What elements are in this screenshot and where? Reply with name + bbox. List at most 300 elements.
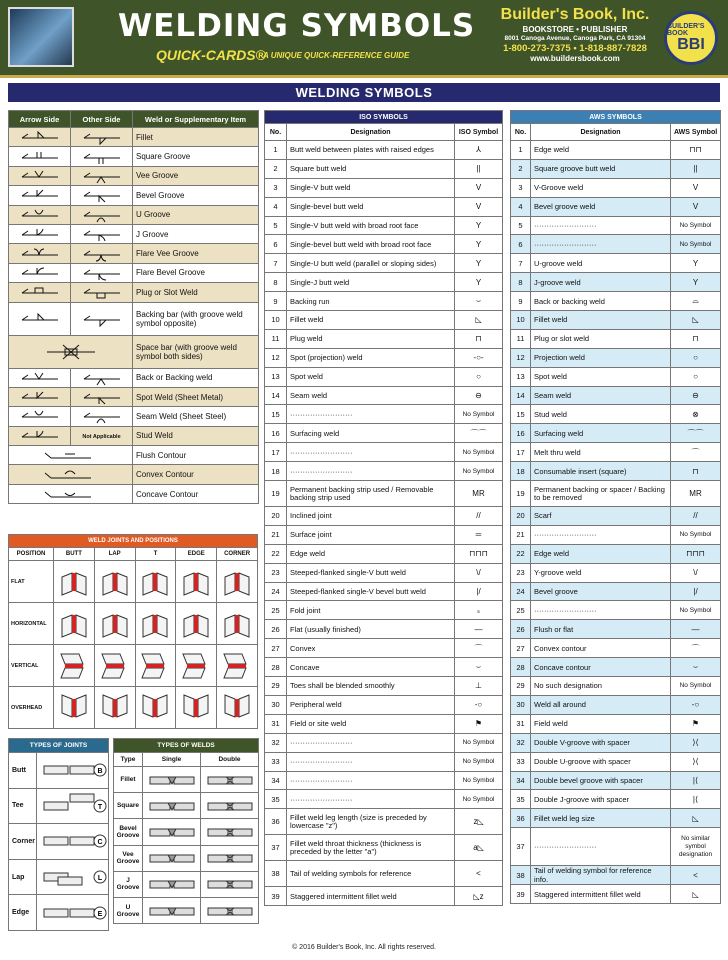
arrow-side-symbol: [9, 426, 71, 445]
iso-designation: Fillet weld throat thickness (thickness is preceded by the letter "a"): [287, 835, 455, 861]
aws-symbol: <: [671, 866, 721, 885]
aws-row: [511, 544, 721, 563]
supplementary-label: Flush Contour: [133, 446, 259, 465]
iso-symbol: ⊥: [455, 677, 503, 696]
supplementary-label: Fillet: [133, 128, 259, 147]
aws-col-no: No.: [511, 124, 531, 141]
aws-row: [511, 714, 721, 733]
aws-designation: ·························: [531, 525, 671, 544]
iso-designation: Permanent backing strip used / Removable backing strip used: [287, 481, 455, 507]
weld-double-illustration: [201, 793, 259, 819]
iso-col-symbol: ISO Symbol: [455, 124, 503, 141]
aws-row: [511, 658, 721, 677]
position-row: [9, 561, 258, 603]
aws-row: [511, 348, 721, 367]
aws-number: 29: [511, 677, 531, 696]
aws-row: [511, 329, 721, 348]
iso-row: [265, 159, 503, 178]
arrow-side-symbol: [9, 407, 71, 426]
iso-designation: ·························: [287, 443, 455, 462]
wj-col-lap: LAP: [94, 548, 135, 561]
aws-row: [511, 367, 721, 386]
iso-symbol: V: [455, 197, 503, 216]
publisher-web: www.buildersbook.com: [530, 54, 620, 63]
joint-illustration: [135, 561, 176, 603]
aws-col-designation: Designation: [531, 124, 671, 141]
aws-row: [511, 733, 721, 752]
aws-number: 21: [511, 525, 531, 544]
iso-symbol: ⌣: [455, 658, 503, 677]
weld-single-illustration: [143, 845, 201, 871]
page-title: WELDING SYMBOLS: [118, 8, 476, 44]
iso-row: [265, 620, 503, 639]
iso-symbol: ⌒: [455, 639, 503, 658]
joint-type-label: Tee: [9, 788, 37, 824]
aws-designation: Edge weld: [531, 141, 671, 160]
tw-col-double: Double: [201, 753, 259, 767]
weld-single-illustration: [143, 897, 201, 923]
supplementary-label: Concave Contour: [133, 484, 259, 503]
aws-row: [511, 197, 721, 216]
iso-symbol: z◺: [455, 809, 503, 835]
iso-row: [265, 835, 503, 861]
arrow-side-symbol: [9, 302, 71, 335]
aws-symbol: ⌣: [671, 658, 721, 677]
aws-symbol: -○: [671, 695, 721, 714]
iso-symbol: ⊓⊓⊓: [455, 544, 503, 563]
iso-symbol: No Symbol: [455, 752, 503, 771]
aws-number: 31: [511, 714, 531, 733]
contour-symbol-cell: [9, 484, 133, 503]
joint-illustration: [217, 645, 258, 687]
aws-number: 28: [511, 658, 531, 677]
aws-row: [511, 790, 721, 809]
aws-number: 10: [511, 311, 531, 330]
iso-row: [265, 367, 503, 386]
supplementary-row: [9, 335, 259, 368]
aws-number: 4: [511, 197, 531, 216]
contour-symbol-cell: [9, 446, 133, 465]
joint-badge: B: [97, 768, 103, 776]
aws-number: 1: [511, 141, 531, 160]
joint-type-label: Corner: [9, 824, 37, 860]
weld-type-row: [114, 793, 259, 819]
publisher-name: Builder's Book, Inc.: [500, 6, 650, 23]
aws-designation: Field weld: [531, 714, 671, 733]
iso-number: 31: [265, 714, 287, 733]
col-weld-item: Weld or Supplementary Item: [133, 111, 259, 128]
joint-illustration: [135, 603, 176, 645]
weld-single-illustration: [143, 767, 201, 793]
aws-number: 15: [511, 405, 531, 424]
aws-number: 34: [511, 771, 531, 790]
weld-double-illustration: [201, 819, 259, 845]
supplementary-row: [9, 446, 259, 465]
aws-number: 36: [511, 809, 531, 828]
weld-single-illustration: [143, 793, 201, 819]
weld-type-row: [114, 819, 259, 845]
joint-illustration: [94, 645, 135, 687]
aws-symbol: No Symbol: [671, 235, 721, 254]
aws-row: [511, 866, 721, 885]
iso-designation: Single-J butt weld: [287, 273, 455, 292]
iso-row: [265, 563, 503, 582]
iso-number: 34: [265, 771, 287, 790]
weld-type-label: J Groove: [114, 871, 143, 897]
iso-symbol: ⌣: [455, 292, 503, 311]
supplementary-row: [9, 465, 259, 484]
other-side-symbol: [71, 263, 133, 282]
aws-designation: Scarf: [531, 507, 671, 526]
aws-number: 8: [511, 273, 531, 292]
aws-row: [511, 292, 721, 311]
joint-illustration: [94, 561, 135, 603]
joints-title: TYPES OF JOINTS: [9, 739, 109, 753]
other-side-symbol: [71, 224, 133, 243]
iso-number: 28: [265, 658, 287, 677]
iso-symbol: -○-: [455, 348, 503, 367]
quick-cards-label: QUICK-CARDS®: [156, 47, 266, 63]
iso-row: [265, 695, 503, 714]
joint-type-label: Lap: [9, 859, 37, 895]
supplementary-label: Space bar (with groove weld symbol both sides): [133, 335, 259, 368]
iso-symbol: No Symbol: [455, 771, 503, 790]
iso-number: 33: [265, 752, 287, 771]
aws-symbol: \/: [671, 563, 721, 582]
iso-designation: Fold joint: [287, 601, 455, 620]
iso-row: [265, 887, 503, 906]
aws-row: [511, 273, 721, 292]
iso-number: 25: [265, 601, 287, 620]
iso-symbol: \/: [455, 563, 503, 582]
joint-illustration: [176, 687, 217, 729]
aws-designation: ·························: [531, 235, 671, 254]
aws-designation: Convex contour: [531, 639, 671, 658]
iso-row: [265, 254, 503, 273]
iso-designation: Spot (projection) weld: [287, 348, 455, 367]
aws-number: 32: [511, 733, 531, 752]
aws-symbol: ⌓: [671, 292, 721, 311]
seal-big-text: BBI: [677, 36, 705, 53]
joint-illustration: [94, 687, 135, 729]
iso-number: 4: [265, 197, 287, 216]
welder-photo: [8, 7, 74, 67]
iso-number: 1: [265, 141, 287, 160]
joint-type-label: Butt: [9, 753, 37, 789]
aws-number: 26: [511, 620, 531, 639]
aws-symbol: ⟩⟨: [671, 752, 721, 771]
supplementary-row: [9, 244, 259, 263]
iso-designation: Single-V butt weld with broad root face: [287, 216, 455, 235]
iso-row: [265, 443, 503, 462]
joint-type-row: [9, 824, 109, 860]
wj-col-position: POSITION: [9, 548, 54, 561]
iso-designation: Surface joint: [287, 525, 455, 544]
iso-designation: Flat (usually finished): [287, 620, 455, 639]
iso-symbol: //: [455, 507, 503, 526]
aws-number: 2: [511, 159, 531, 178]
iso-title: ISO SYMBOLS: [265, 111, 503, 124]
aws-symbol: ⊓⊓: [671, 141, 721, 160]
position-row: [9, 603, 258, 645]
iso-number: 20: [265, 507, 287, 526]
wj-col-edge: EDGE: [176, 548, 217, 561]
supplementary-label: Flare Vee Groove: [133, 244, 259, 263]
supplementary-row: [9, 186, 259, 205]
iso-number: 39: [265, 887, 287, 906]
weld-type-label: U Groove: [114, 897, 143, 923]
aws-row: [511, 141, 721, 160]
iso-symbol: Y: [455, 254, 503, 273]
iso-number: 15: [265, 405, 287, 424]
aws-number: 18: [511, 462, 531, 481]
joint-type-row: [9, 788, 109, 824]
aws-symbol: ⊓: [671, 462, 721, 481]
iso-designation: Surfacing weld: [287, 424, 455, 443]
aws-designation: V-Groove weld: [531, 178, 671, 197]
aws-designation: ·························: [531, 601, 671, 620]
joint-badge: C: [97, 839, 103, 847]
joint-illustration: [135, 687, 176, 729]
iso-symbol: ⊖: [455, 386, 503, 405]
joint-badge: T: [97, 803, 103, 811]
other-side-symbol: [71, 128, 133, 147]
joint-illustration: [217, 687, 258, 729]
aws-symbol: ⌒: [671, 639, 721, 658]
iso-designation: Single-bevel butt weld with broad root face: [287, 235, 455, 254]
aws-row: [511, 235, 721, 254]
other-side-symbol: [71, 426, 133, 445]
iso-designation: Concave: [287, 658, 455, 677]
aws-symbol: //: [671, 507, 721, 526]
other-side-symbol: [71, 186, 133, 205]
iso-row: [265, 525, 503, 544]
iso-number: 17: [265, 443, 287, 462]
aws-designation: Flush or flat: [531, 620, 671, 639]
tw-col-type: Type: [114, 753, 143, 767]
iso-number: 32: [265, 733, 287, 752]
aws-symbol: No Symbol: [671, 216, 721, 235]
aws-designation: Projection weld: [531, 348, 671, 367]
supplementary-label: Convex Contour: [133, 465, 259, 484]
arrow-side-symbol: [9, 368, 71, 387]
joint-type-row: [9, 753, 109, 789]
aws-designation: Concave contour: [531, 658, 671, 677]
supplementary-row: [9, 147, 259, 166]
aws-row: [511, 582, 721, 601]
iso-designation: Single-U butt weld (parallel or sloping sides): [287, 254, 455, 273]
iso-designation: Square butt weld: [287, 159, 455, 178]
joint-illustration: [217, 561, 258, 603]
aws-number: 11: [511, 329, 531, 348]
joint-illustration: [217, 603, 258, 645]
aws-row: [511, 507, 721, 526]
header-bar: [0, 0, 728, 78]
weld-type-row: [114, 871, 259, 897]
position-label: VERTICAL: [9, 645, 54, 687]
iso-symbol: |/: [455, 582, 503, 601]
aws-number: 37: [511, 828, 531, 866]
other-side-symbol: [71, 407, 133, 426]
supplementary-row: [9, 263, 259, 282]
position-label: FLAT: [9, 561, 54, 603]
aws-designation: J-groove weld: [531, 273, 671, 292]
supplementary-row: [9, 426, 259, 445]
arrow-side-symbol: [9, 244, 71, 263]
iso-symbol: No Symbol: [455, 405, 503, 424]
iso-symbol: ◺: [455, 311, 503, 330]
aws-designation: Spot weld: [531, 367, 671, 386]
position-label: HORIZONTAL: [9, 603, 54, 645]
iso-number: 12: [265, 348, 287, 367]
supplementary-label: Backing bar (with groove weld symbol opposite): [133, 302, 259, 335]
aws-number: 9: [511, 292, 531, 311]
col-other-side: Other Side: [71, 111, 133, 128]
iso-symbol: ○: [455, 367, 503, 386]
iso-designation: Toes shall be blended smoothly: [287, 677, 455, 696]
aws-designation: Stud weld: [531, 405, 671, 424]
arrow-side-symbol: [9, 205, 71, 224]
weld-type-row: [114, 845, 259, 871]
iso-number: 19: [265, 481, 287, 507]
publisher-seal-logo: [664, 11, 718, 65]
iso-row: [265, 809, 503, 835]
aws-symbol: No Symbol: [671, 525, 721, 544]
aws-row: [511, 424, 721, 443]
publisher-block: [486, 6, 664, 63]
weld-type-row: [114, 897, 259, 923]
arrow-side-symbol: [9, 224, 71, 243]
iso-row: [265, 405, 503, 424]
iso-row: [265, 790, 503, 809]
joint-illustration: [54, 645, 95, 687]
iso-symbol: V: [455, 178, 503, 197]
aws-row: [511, 563, 721, 582]
other-side-symbol: [71, 302, 133, 335]
iso-designation: ·························: [287, 790, 455, 809]
iso-row: [265, 386, 503, 405]
iso-number: 10: [265, 311, 287, 330]
aws-designation: Surfacing weld: [531, 424, 671, 443]
iso-row: [265, 639, 503, 658]
iso-number: 30: [265, 695, 287, 714]
iso-designation: Field or site weld: [287, 714, 455, 733]
weld-single-illustration: [143, 819, 201, 845]
supplementary-label: Seam Weld (Sheet Steel): [133, 407, 259, 426]
arrow-side-symbol: [9, 263, 71, 282]
other-side-symbol: [71, 147, 133, 166]
aws-number: 20: [511, 507, 531, 526]
aws-designation: No such designation: [531, 677, 671, 696]
aws-symbol: ◺: [671, 311, 721, 330]
aws-symbol: |/: [671, 582, 721, 601]
weld-double-illustration: [201, 897, 259, 923]
iso-number: 36: [265, 809, 287, 835]
joint-badge: L: [97, 875, 103, 883]
iso-row: [265, 507, 503, 526]
iso-number: 6: [265, 235, 287, 254]
weld-double-illustration: [201, 845, 259, 871]
publisher-sub: BOOKSTORE • PUBLISHER: [522, 25, 628, 34]
iso-designation: Convex: [287, 639, 455, 658]
iso-row: [265, 141, 503, 160]
joint-badge: E: [97, 910, 103, 918]
aws-row: [511, 525, 721, 544]
aws-number: 25: [511, 601, 531, 620]
aws-number: 22: [511, 544, 531, 563]
iso-symbol: ⌒⌒: [455, 424, 503, 443]
arrow-side-symbol: [9, 166, 71, 185]
iso-designation: ·························: [287, 462, 455, 481]
supplementary-row: [9, 166, 259, 185]
aws-designation: Double U-groove with spacer: [531, 752, 671, 771]
iso-designation: Single-bevel butt weld: [287, 197, 455, 216]
iso-row: [265, 216, 503, 235]
supplementary-label: U Groove: [133, 205, 259, 224]
aws-title: AWS SYMBOLS: [511, 111, 721, 124]
iso-row: [265, 601, 503, 620]
aws-designation: Bevel groove: [531, 582, 671, 601]
aws-designation: ·························: [531, 216, 671, 235]
iso-designation: ·························: [287, 771, 455, 790]
aws-row: [511, 639, 721, 658]
aws-symbol: ⊓⊓⊓: [671, 544, 721, 563]
aws-symbol: ○: [671, 348, 721, 367]
joint-illustration: [176, 561, 217, 603]
aws-row: [511, 752, 721, 771]
aws-symbol: ||: [671, 159, 721, 178]
iso-symbol: No Symbol: [455, 443, 503, 462]
aws-designation: Melt thru weld: [531, 443, 671, 462]
aws-designation: Tail of welding symbol for reference info.: [531, 866, 671, 885]
aws-designation: Fillet weld leg size: [531, 809, 671, 828]
iso-row: [265, 424, 503, 443]
iso-row: [265, 771, 503, 790]
aws-row: [511, 443, 721, 462]
supplementary-label: Flare Bevel Groove: [133, 263, 259, 282]
aws-designation: Edge weld: [531, 544, 671, 563]
aws-row: [511, 885, 721, 904]
aws-number: 17: [511, 443, 531, 462]
aws-number: 30: [511, 695, 531, 714]
other-side-symbol: [71, 368, 133, 387]
iso-col-designation: Designation: [287, 124, 455, 141]
supplementary-row: [9, 283, 259, 302]
weld-double-illustration: [201, 767, 259, 793]
aws-row: [511, 311, 721, 330]
iso-symbol: ═: [455, 525, 503, 544]
supplementary-label: J Groove: [133, 224, 259, 243]
aws-symbol: No Symbol: [671, 677, 721, 696]
iso-number: 27: [265, 639, 287, 658]
iso-row: [265, 462, 503, 481]
weld-double-illustration: [201, 871, 259, 897]
iso-designation: Plug weld: [287, 329, 455, 348]
aws-row: [511, 809, 721, 828]
aws-designation: Plug or slot weld: [531, 329, 671, 348]
joint-illustration: [94, 603, 135, 645]
aws-number: 39: [511, 885, 531, 904]
iso-symbol: ⚑: [455, 714, 503, 733]
iso-number: 21: [265, 525, 287, 544]
col-arrow-side: Arrow Side: [9, 111, 71, 128]
supplementary-row: [9, 368, 259, 387]
aws-symbol: ⊗: [671, 405, 721, 424]
iso-number: 38: [265, 861, 287, 887]
iso-designation: Tail of welding symbols for reference: [287, 861, 455, 887]
iso-designation: Steeped-flanked single-V bevel butt weld: [287, 582, 455, 601]
seal-text: BUILDER'S BOOK: [667, 23, 705, 37]
